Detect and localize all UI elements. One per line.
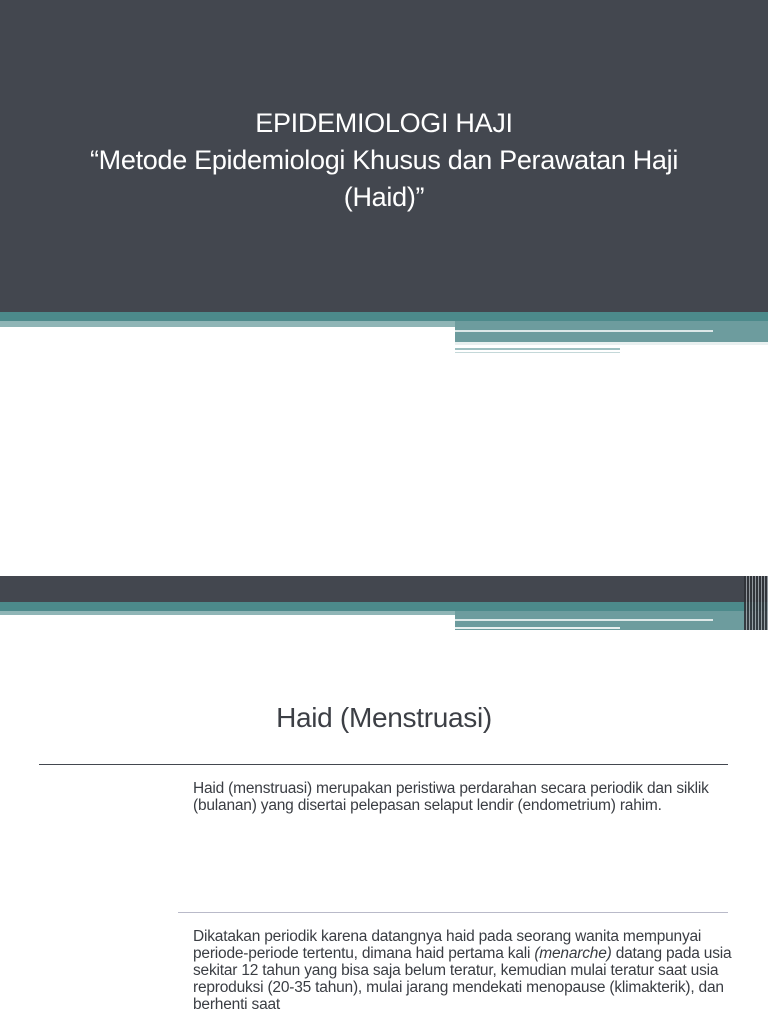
slide2-vertical-stripes	[744, 576, 768, 630]
slide1-title-line1: EPIDEMIOLOGI HAJI	[255, 108, 513, 138]
slide2-header-band	[0, 576, 768, 602]
menarche-term: (menarche)	[534, 945, 612, 962]
paragraph-periodic-part2: datang pada usia sekitar 12 tahun yang bisa saja belum teratur, kemudian mulai teratur saat usia reproduksi (20-35 tahun), mulai jarang mendekati menopause (klimakterik), dan berhenti saat	[193, 945, 732, 1013]
slide2-title: Haid (Menstruasi)	[276, 702, 492, 733]
slide1-accent-stripe	[0, 312, 768, 321]
slide1-title-line3: (Haid)”	[343, 182, 425, 212]
slide1-title	[40, 105, 728, 216]
slide1-title-line2: “Metode Epidemiologi Khusus dan Perawatan Haji	[89, 145, 679, 175]
paragraph-periodic	[193, 928, 733, 1013]
slide2-accent-stripe	[0, 602, 768, 611]
slide1-decor-line	[455, 330, 713, 332]
slide2-decor-line	[455, 627, 620, 629]
paragraph-definition: Haid (menstruasi) merupakan peristiwa perdarahan secara periodik dan siklik (bulanan) yang disertai pelepasan selaput lendir (endometrium) rahim.	[193, 780, 709, 814]
title-divider	[39, 764, 728, 765]
slide1-decor-line	[455, 352, 620, 353]
slide1-decor-line	[455, 342, 768, 345]
slide2-decor-line	[455, 619, 713, 621]
paragraph-periodic-part1: Dikatakan periodik karena datangnya haid pada seorang wanita mempunyai periode-periode tertentu, dimana haid pertama kali	[193, 928, 702, 962]
paragraph-divider	[178, 912, 728, 913]
slide1-decor-line	[455, 348, 620, 350]
